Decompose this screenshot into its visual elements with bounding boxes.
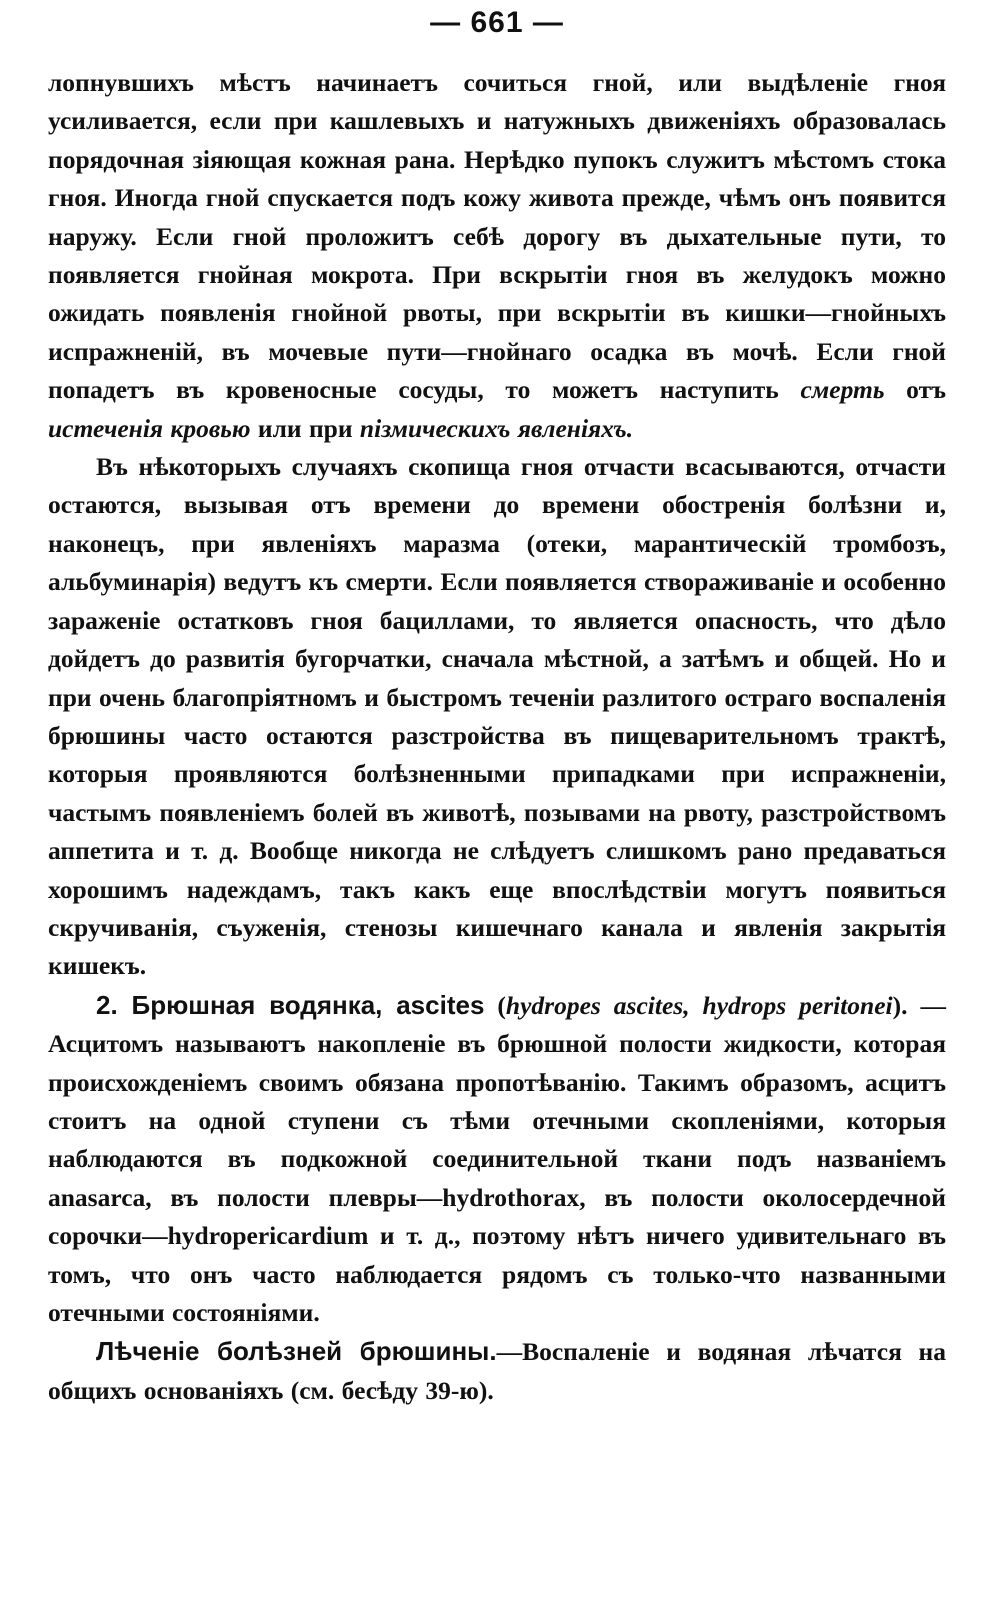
paragraph-text: ). — Асцитомъ называютъ накопленіе въ брюшной полости жидкости, которая происхожденіемъ своимъ обязана пропотѣванію. Такимъ образомъ, асцитъ стоитъ на одной ступени съ тѣми отечными скопленіями, которыя наблюдаются въ подкожной соединительной ткани подъ названіемъ anasarca, въ полости плевры—hydrothorax, въ полости околосердечной сорочки—hydropericardium и т. д., поэтому нѣтъ ничего удивительнаго въ томъ, что онъ часто наблюдается рядомъ съ только-что названными отечными состояніями.: [48, 990, 946, 1327]
paragraph-ascites: [48, 986, 946, 1333]
italic-term-pyemia: пізмическихъ явленіяхъ.: [359, 413, 634, 443]
italic-term-bleeding: истеченія кровью: [48, 413, 251, 443]
section-heading-treatment: Лѣченіе болѣзней брюшины.: [96, 1336, 497, 1367]
paragraph-pus-spread: [48, 64, 946, 448]
page-body: [48, 64, 946, 1410]
italic-latin-terms: hydropes ascites, hydrops peritonei: [505, 990, 893, 1020]
paragraph-text: —Воспаленіе и водяная лѣчатся на общихъ основаніяхъ (см. бесѣду 39-ю).: [48, 1337, 946, 1405]
paragraph-treatment: [48, 1332, 946, 1410]
section-heading-ascites: 2. Брюшная водянка, ascites: [96, 989, 485, 1020]
paragraph-text: отъ: [884, 375, 946, 405]
paragraph-text: или при: [250, 413, 360, 443]
italic-term-death: смерть: [800, 375, 885, 405]
book-page: [48, 0, 946, 1600]
paragraph-outcomes: Въ нѣкоторыхъ случаяхъ скопища гноя отчасти всасываются, отчасти остаются, вызывая отъ времени до времени обостренія болѣзни и, наконецъ, при явленіяхъ маразма (отеки, марантическій тромбозъ, альбуминарія) ведутъ къ смерти. Если появляется створаживаніе и особенно зараженіе остатковъ гноя бациллами, то является опасность, что дѣло дойдетъ до развитія бугорчатки, сначала мѣстной, а затѣмъ и общей. Но и при очень благопріятномъ и быстромъ теченіи разлитого остраго воспаленія брюшины часто остаются разстройства въ пищеварительномъ трактѣ, которыя проявляются болѣзненными припадками при испражненіи, частымъ появленіемъ болей въ животѣ, позывами на рвоту, разстройствомъ аппетита и т. д. Вообще никогда не слѣдуетъ слишкомъ рано предаваться хорошимъ надеждамъ, такъ какъ еще впослѣдствіи могутъ появиться скручиванія, съуженія, стенозы кишечнаго канала и явленія закрытія кишекъ.: [48, 452, 946, 981]
page-number: — 661 —: [430, 6, 564, 39]
paragraph-text: (: [484, 990, 506, 1020]
paragraph-text: лопнувшихъ мѣстъ начинаетъ сочиться гной, или выдѣленіе гноя усиливается, если при кашлевыхъ и натужныхъ движеніяхъ образовалась порядочная зіяющая кожная рана. Нерѣдко пупокъ служитъ мѣстомъ стока гноя. Иногда гной спускается подъ кожу живота прежде, чѣмъ онъ появится наружу. Если гной проложитъ себѣ дорогу въ дыхательные пути, то появляется гнойная мокрота. При вскрытіи гноя въ желудокъ можно ожидать появленія гнойной рвоты, при вскрытіи въ кишки—гнойныхъ испражненій, въ мочевые пути—гнойнаго осадка въ мочѣ. Если гной попадетъ въ кровеносные сосуды, то можетъ наступить: [48, 68, 946, 405]
